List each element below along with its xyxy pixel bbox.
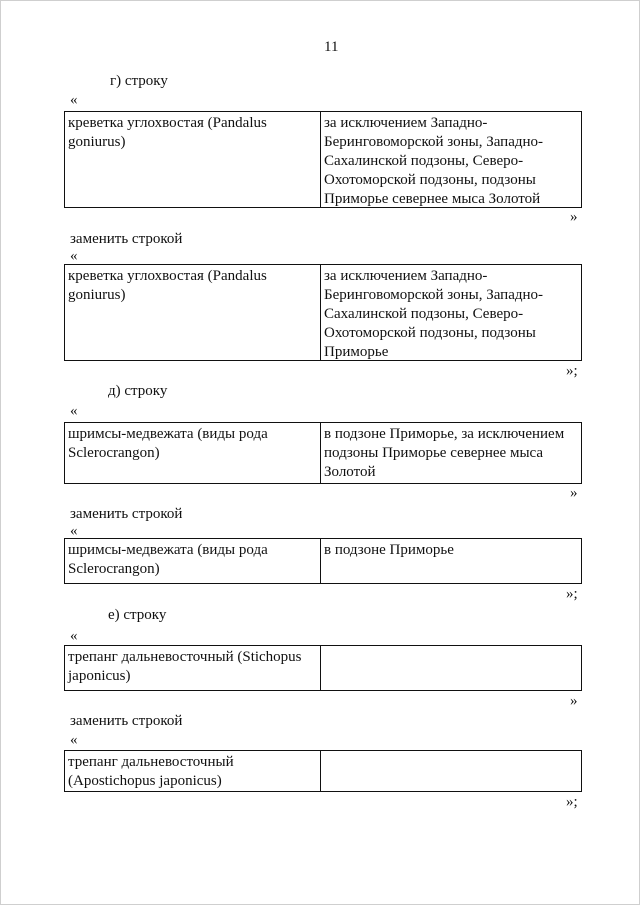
species-cell bbox=[65, 646, 321, 690]
area-cell bbox=[321, 539, 581, 583]
area-line: Охотоморской подзоны, подзоны bbox=[324, 172, 536, 188]
area-line: Беринговоморской зоны, Западно- bbox=[324, 134, 544, 150]
open-quote: « bbox=[70, 732, 78, 748]
open-quote: « bbox=[70, 248, 78, 264]
area-line: Золотой bbox=[324, 464, 376, 480]
instruction-d: д) строку bbox=[108, 383, 168, 399]
open-quote: « bbox=[70, 523, 78, 539]
instruction-g: г) строку bbox=[110, 73, 168, 89]
species-line: Sclerocrangon) bbox=[68, 561, 160, 577]
area-line: подзоны Приморье севернее мыса bbox=[324, 445, 544, 461]
page-number: 11 bbox=[324, 39, 339, 55]
replace-label-d: заменить строкой bbox=[70, 506, 183, 522]
close-quote: » bbox=[570, 693, 578, 709]
species-line: goniurus) bbox=[68, 287, 126, 303]
area-cell bbox=[321, 751, 581, 791]
area-line: в подзоне Приморье, за исключением bbox=[324, 426, 565, 442]
replace-label-g: заменить строкой bbox=[70, 231, 183, 247]
area-cell bbox=[321, 265, 581, 360]
species-line: трепанг дальневосточный bbox=[68, 754, 234, 770]
species-line: креветка углохвостая (Pandalus bbox=[68, 115, 267, 131]
open-quote: « bbox=[70, 403, 78, 419]
table-replacement-g bbox=[64, 264, 582, 361]
species-cell bbox=[65, 539, 321, 583]
close-quote: »; bbox=[566, 794, 578, 810]
species-line: goniurus) bbox=[68, 134, 126, 150]
table-replacement-e bbox=[64, 750, 582, 792]
species-line: шримсы-медвежата (виды рода bbox=[68, 542, 268, 558]
close-quote: »; bbox=[566, 586, 578, 602]
species-cell bbox=[65, 112, 321, 207]
table-original-g bbox=[64, 111, 582, 208]
open-quote: « bbox=[70, 628, 78, 644]
species-cell bbox=[65, 423, 321, 483]
open-quote: « bbox=[70, 92, 78, 108]
species-line: Sclerocrangon) bbox=[68, 445, 160, 461]
species-line: (Apostichopus japonicus) bbox=[68, 773, 222, 789]
instruction-e: е) строку bbox=[108, 607, 167, 623]
area-line: Охотоморской подзоны, подзоны bbox=[324, 325, 536, 341]
close-quote: » bbox=[570, 209, 578, 225]
close-quote: » bbox=[570, 485, 578, 501]
area-line: Сахалинской подзоны, Северо- bbox=[324, 306, 524, 322]
area-line: Приморье bbox=[324, 344, 389, 360]
area-line: в подзоне Приморье bbox=[324, 542, 454, 558]
replace-label-e: заменить строкой bbox=[70, 713, 183, 729]
species-line: креветка углохвостая (Pandalus bbox=[68, 268, 267, 284]
species-cell bbox=[65, 751, 321, 791]
area-line: за исключением Западно- bbox=[324, 268, 488, 284]
area-cell bbox=[321, 112, 581, 207]
area-cell bbox=[321, 423, 581, 483]
species-cell bbox=[65, 265, 321, 360]
area-line: Приморье севернее мыса Золотой bbox=[324, 191, 541, 207]
area-line: Беринговоморской зоны, Западно- bbox=[324, 287, 544, 303]
close-quote: »; bbox=[566, 363, 578, 379]
area-line: Сахалинской подзоны, Северо- bbox=[324, 153, 524, 169]
species-line: трепанг дальневосточный (Stichopus bbox=[68, 649, 302, 665]
species-line: japonicus) bbox=[68, 668, 131, 684]
area-cell bbox=[321, 646, 581, 690]
table-replacement-d bbox=[64, 538, 582, 584]
area-line: за исключением Западно- bbox=[324, 115, 488, 131]
table-original-e bbox=[64, 645, 582, 691]
species-line: шримсы-медвежата (виды рода bbox=[68, 426, 268, 442]
table-original-d bbox=[64, 422, 582, 484]
